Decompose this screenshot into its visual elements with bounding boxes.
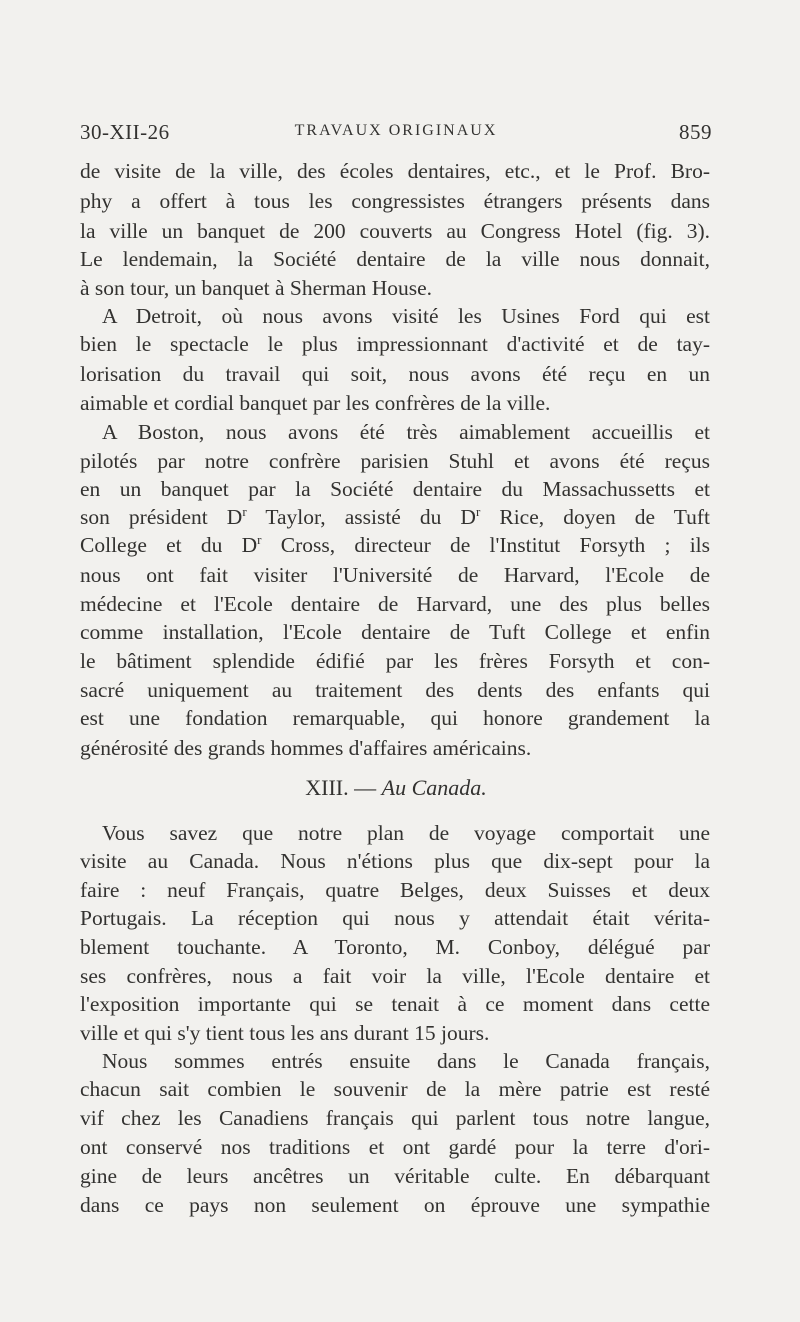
text-line: sacré uniquement au traitement des dents des enfants qui [80,678,710,702]
superscript: r [475,503,481,519]
text-line: générosité des grands hommes d'affaires américains. [80,736,532,760]
text-line: phy a offert à tous les congressistes étrangers présents dans [80,189,710,213]
text-line: lorisation du travail qui soit, nous avons été reçu en un [80,362,710,386]
text-line: Nous sommes entrés ensuite dans le Canada français, [102,1049,710,1073]
header-date: 30-XII-26 [80,120,170,144]
running-header [80,120,712,152]
text-segment: College et du D [80,533,258,557]
text-line: Le lendemain, la Société dentaire de la ville nous donnait, [80,247,710,271]
text-line: ont conservé nos traditions et ont gardé pour la terre d'ori- [80,1135,710,1159]
text-line: blement touchante. A Toronto, M. Conboy, délégué par [80,935,710,959]
text-line: vif chez les Canadiens français qui parlent tous notre langue, [80,1106,710,1130]
text-line: ses confrères, nous a fait voir la ville, l'Ecole dentaire et [80,964,710,988]
text-line: le bâtiment splendide édifié par les frères Forsyth et con- [80,649,710,673]
text-line: faire : neuf Français, quatre Belges, deux Suisses et deux [80,878,710,902]
text-line: la ville un banquet de 200 couverts au Congress Hotel (fig. 3). [80,219,710,243]
text-line: médecine et l'Ecole dentaire de Harvard, une des plus belles [80,592,710,616]
text-line [80,502,710,532]
text-line: aimable et cordial banquet par les confrères de la ville. [80,391,551,415]
text-line: comme installation, l'Ecole dentaire de Tuft College et enfin [80,620,710,644]
text-line: l'exposition importante qui se tenait à ce moment dans cette [80,992,710,1016]
text-line: A Detroit, où nous avons visité les Usines Ford qui est [102,304,710,328]
text-line: bien le spectacle le plus impressionnant d'activité et de tay- [80,332,710,356]
section-number: XIII. — [305,775,382,800]
text-segment: Rice, doyen de Tuft [480,505,711,529]
text-line: Vous savez que notre plan de voyage comportait une [102,821,710,845]
text-segment: Taylor, assisté du D [246,505,476,529]
text-line [80,530,710,560]
text-line: visite au Canada. Nous n'étions plus que dix-sept pour la [80,849,710,873]
text-line: A Boston, nous avons été très aimablement accueillis et [102,420,710,444]
text-line: pilotés par notre confrère parisien Stuhl et avons été reçus [80,449,710,473]
page-number: 859 [679,120,712,144]
text-line: dans ce pays non seulement on éprouve une sympathie [80,1193,710,1217]
text-line: chacun sait combien le souvenir de la mère patrie est resté [80,1077,710,1101]
text-line: est une fondation remarquable, qui honore grandement la [80,706,710,730]
superscript: r [242,503,247,519]
text-line: gine de leurs ancêtres un véritable culte. En débarquant [80,1164,710,1188]
section-heading [80,773,712,803]
superscript: r [257,531,262,547]
header-running-title: TRAVAUX ORIGINAUX [294,122,498,139]
text-segment: son président D [80,505,243,529]
section-title: Au Canada. [381,775,487,800]
text-segment: Cross, directeur de l'Institut Forsyth ; ils [261,533,711,557]
text-line: à son tour, un banquet à Sherman House. [80,276,433,300]
text-line: nous ont fait visiter l'Université de Harvard, l'Ecole de [80,563,710,587]
text-line: de visite de la ville, des écoles dentaires, etc., et le Prof. Bro- [80,159,710,183]
text-line: en un banquet par la Société dentaire du Massachussetts et [80,477,710,501]
text-line: ville et qui s'y tient tous les ans durant 15 jours. [80,1021,490,1045]
text-line: Portugais. La réception qui nous y attendait était vérita- [80,906,710,930]
